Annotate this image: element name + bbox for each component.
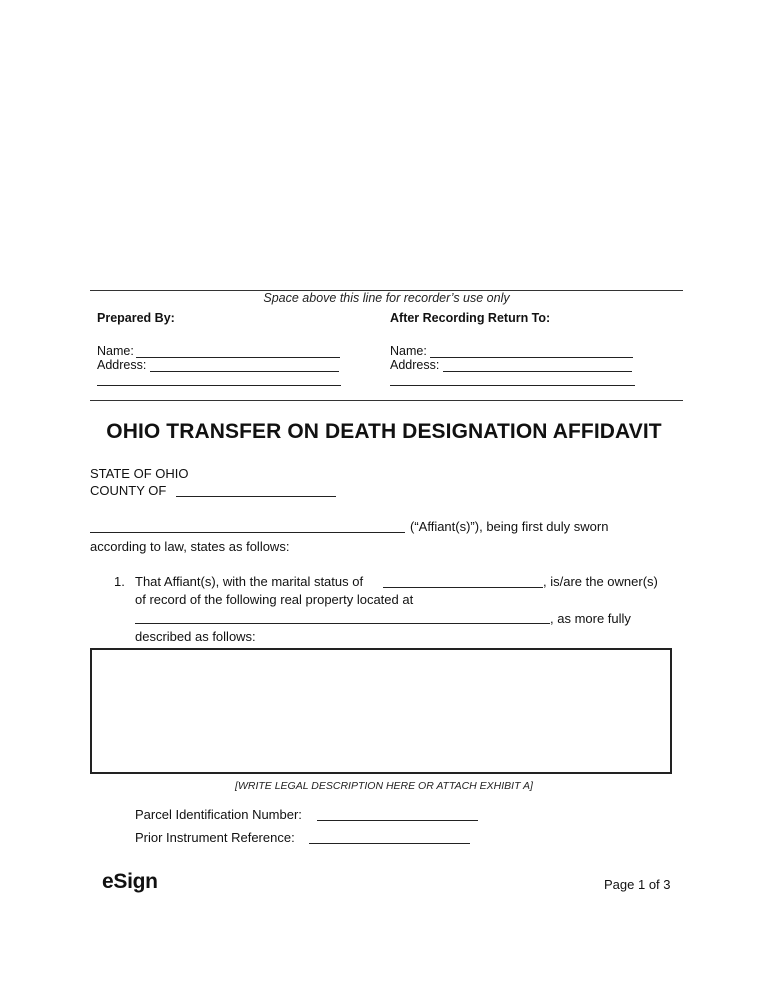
parcel-id-field[interactable] — [317, 820, 478, 821]
state-line: STATE OF OHIO — [90, 466, 189, 481]
marital-status-field[interactable] — [383, 587, 543, 588]
item1-line3-suffix: , as more fully — [550, 611, 631, 626]
recorder-note: Space above this line for recorder’s use only — [263, 291, 510, 305]
prepared-by-name-label: Name: — [97, 344, 134, 358]
affiant-continuation: according to law, states as follows: — [90, 539, 290, 554]
county-field[interactable] — [176, 496, 336, 497]
return-to-address-field[interactable] — [443, 371, 632, 372]
return-to-name-field[interactable] — [430, 357, 633, 358]
return-to-heading: After Recording Return To: — [390, 311, 551, 325]
item1-line2: of record of the following real property located at — [135, 592, 414, 607]
item1-line1-suffix: , is/are the owner(s) — [543, 574, 658, 589]
recorder-bottom-rule — [90, 400, 683, 401]
item1-line4: described as follows: — [135, 629, 256, 644]
page-title: OHIO TRANSFER ON DEATH DESIGNATION AFFIDAVIT — [106, 420, 662, 443]
prior-instrument-field[interactable] — [309, 843, 470, 844]
page-number: Page 1 of 3 — [604, 877, 671, 892]
return-to-address-label: Address: — [390, 358, 440, 372]
prepared-by-address-label: Address: — [97, 358, 147, 372]
prepared-by-name-field[interactable] — [136, 357, 340, 358]
parcel-id-label: Parcel Identification Number: — [135, 807, 302, 822]
affiant-name-field[interactable] — [90, 532, 405, 533]
esign-logo: eSign — [102, 870, 158, 893]
return-to-address-field-2[interactable] — [390, 385, 635, 386]
prior-instrument-label: Prior Instrument Reference: — [135, 830, 295, 845]
legal-description-box[interactable] — [90, 648, 672, 774]
item1-line1-prefix: That Affiant(s), with the marital status of — [135, 574, 364, 589]
property-location-field[interactable] — [135, 623, 550, 624]
affiant-suffix: (“Affiant(s)”), being first duly sworn — [410, 519, 609, 534]
return-to-name-label: Name: — [390, 344, 427, 358]
legal-description-caption: [WRITE LEGAL DESCRIPTION HERE OR ATTACH EXHIBIT A] — [235, 780, 533, 792]
item1-number: 1. — [114, 574, 125, 589]
prepared-by-address-field-2[interactable] — [97, 385, 341, 386]
prepared-by-heading: Prepared By: — [97, 311, 175, 325]
prepared-by-address-field[interactable] — [150, 371, 339, 372]
county-label: COUNTY OF — [90, 483, 167, 498]
